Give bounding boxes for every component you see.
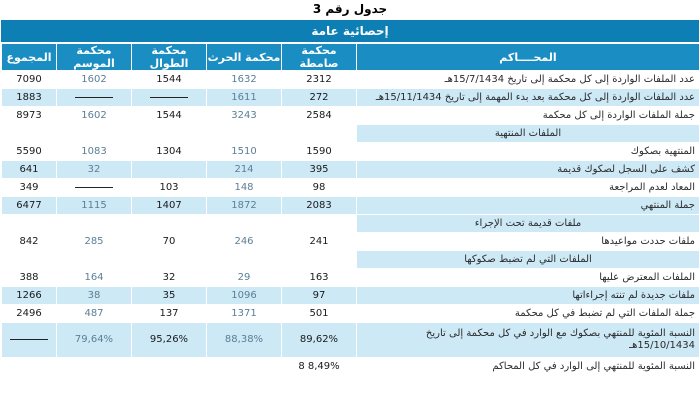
value-cell: 1083: [57, 143, 131, 160]
row-label: ملفات حددت مواعيدها: [357, 233, 699, 250]
col-header-samtah: محكمة صامطة: [282, 44, 356, 70]
dash-mark: [10, 339, 48, 340]
value-cell: 1544: [132, 107, 206, 124]
empty-cell: [2, 215, 56, 232]
value-cell: 163: [282, 269, 356, 286]
empty-cell: [57, 215, 131, 232]
empty-cell: [2, 358, 56, 375]
empty-cell: [132, 215, 206, 232]
value-cell: 7090: [2, 71, 56, 88]
empty-cell: [207, 358, 281, 375]
value-cell: 1115: [57, 197, 131, 214]
value-cell: 38: [57, 287, 131, 304]
value-cell: 487: [57, 305, 131, 322]
value-cell: 5590: [2, 143, 56, 160]
row-label: عدد الملفات الواردة إلى كل محكمة إلى تاريخ 15/7/1434هـ: [357, 71, 699, 88]
table-row: [2, 89, 699, 106]
value-cell: 1407: [132, 197, 206, 214]
value-cell: 1096: [207, 287, 281, 304]
empty-cell: [132, 125, 206, 142]
value-cell: 1590: [282, 143, 356, 160]
col-header-mawsim: محكمة الموسم: [57, 44, 131, 70]
value-cell: 2584: [282, 107, 356, 124]
value-cell: 501: [282, 305, 356, 322]
row-label: المنتهية بصكوك: [357, 143, 699, 160]
value-cell: 88,38%: [207, 323, 281, 357]
value-cell: 2312: [282, 71, 356, 88]
value-cell: 1872: [207, 197, 281, 214]
value-cell: 285: [57, 233, 131, 250]
col-header-tuwal: محكمة الطوال: [132, 44, 206, 70]
table-row: [2, 269, 699, 286]
dash-mark: [75, 97, 113, 98]
row-label: كشف على السجل لصكوك قديمة: [357, 161, 699, 178]
value-cell: 241: [282, 233, 356, 250]
value-cell: 1883: [2, 89, 56, 106]
value-cell: 1544: [132, 71, 206, 88]
value-cell: 32: [132, 269, 206, 286]
value-cell: [57, 179, 131, 196]
table-row: [2, 305, 699, 322]
header-row: [2, 44, 699, 70]
row-label: جملة المنتهي: [357, 197, 699, 214]
value-cell: 35: [132, 287, 206, 304]
empty-cell: [57, 358, 131, 375]
value-cell: 8,49% 8: [282, 358, 356, 375]
value-cell: 641: [2, 161, 56, 178]
value-cell: [2, 323, 56, 357]
value-cell: 842: [2, 233, 56, 250]
value-cell: [57, 89, 131, 106]
value-cell: 388: [2, 269, 56, 286]
empty-cell: [132, 358, 206, 375]
value-cell: 349: [2, 179, 56, 196]
row-label: جملة الملفات الواردة إلى كل محكمة: [357, 107, 699, 124]
value-cell: 1304: [132, 143, 206, 160]
value-cell: 97: [282, 287, 356, 304]
value-cell: 246: [207, 233, 281, 250]
table-row: [2, 71, 699, 88]
value-cell: [132, 89, 206, 106]
table-row: [2, 179, 699, 196]
empty-cell: [2, 251, 56, 268]
value-cell: 2083: [282, 197, 356, 214]
section-row: [2, 215, 699, 232]
dash-mark: [150, 97, 188, 98]
dash-mark: [75, 187, 113, 188]
value-cell: 1371: [207, 305, 281, 322]
value-cell: 98: [282, 179, 356, 196]
row-label: عدد الملفات الواردة إلى كل محكمة بعد بدء المهمة إلى تاريخ 15/11/1434هـ: [357, 89, 699, 106]
value-cell: 214: [207, 161, 281, 178]
value-cell: 95,26%: [132, 323, 206, 357]
empty-cell: [132, 251, 206, 268]
empty-cell: [57, 125, 131, 142]
table-row: [2, 197, 699, 214]
value-cell: 1266: [2, 287, 56, 304]
value-cell: 103: [132, 179, 206, 196]
table-banner: إحصائية عامة: [1, 20, 699, 42]
value-cell: 32: [57, 161, 131, 178]
empty-cell: [207, 215, 281, 232]
value-cell: 1510: [207, 143, 281, 160]
table-caption: جدول رقم 3: [312, 2, 388, 16]
value-cell: 137: [132, 305, 206, 322]
value-cell: 164: [57, 269, 131, 286]
empty-cell: [57, 251, 131, 268]
value-cell: 8973: [2, 107, 56, 124]
empty-cell: [282, 125, 356, 142]
value-cell: 148: [207, 179, 281, 196]
col-header-total: المجموع: [2, 44, 56, 70]
statistics-table: [1, 43, 700, 376]
empty-cell: [2, 125, 56, 142]
value-cell: 6477: [2, 197, 56, 214]
value-cell: 2496: [2, 305, 56, 322]
value-cell: 3243: [207, 107, 281, 124]
value-cell: 1611: [207, 89, 281, 106]
value-cell: 272: [282, 89, 356, 106]
row-label: النسبة المئوية للمنتهي إلى الوارد في كل المحاكم: [357, 358, 699, 375]
empty-cell: [207, 251, 281, 268]
row-label: ملفات جديدة لم تنته إجراءاتها: [357, 287, 699, 304]
col-header-courts: المحــــاكم: [357, 44, 699, 70]
empty-cell: [282, 215, 356, 232]
value-cell: 70: [132, 233, 206, 250]
section-label: ملفات قديمة تحت الإجراء: [357, 215, 699, 232]
value-cell: 79,64%: [57, 323, 131, 357]
value-cell: 89,62%: [282, 323, 356, 357]
table-row: [2, 287, 699, 304]
empty-cell: [282, 251, 356, 268]
table-row: [2, 161, 699, 178]
row-label: المعاد لعدم المراجعة: [357, 179, 699, 196]
section-label: الملفات المنتهية: [357, 125, 699, 142]
row-label: النسبة المئوية للمنتهي بصكوك مع الوارد في كل محكمة إلى تاريخ 15/10/1434هـ: [357, 323, 699, 357]
table-row: [2, 107, 699, 124]
table-row: [2, 323, 699, 357]
value-cell: 1632: [207, 71, 281, 88]
table-row: [2, 233, 699, 250]
table-row: [2, 143, 699, 160]
value-cell: 395: [282, 161, 356, 178]
value-cell: 1602: [57, 107, 131, 124]
table-row: [2, 358, 699, 375]
section-row: [2, 251, 699, 268]
section-row: [2, 125, 699, 142]
value-cell: 1602: [57, 71, 131, 88]
row-label: الملفات المعترض عليها: [357, 269, 699, 286]
row-label: جملة الملفات التي لم تضبط في كل محكمة: [357, 305, 699, 322]
section-label: الملفات التي لم تضبط صكوكها: [357, 251, 699, 268]
value-cell: 29: [207, 269, 281, 286]
col-header-harth: محكمة الحرث: [207, 44, 281, 70]
empty-cell: [207, 125, 281, 142]
value-cell: [132, 161, 206, 178]
